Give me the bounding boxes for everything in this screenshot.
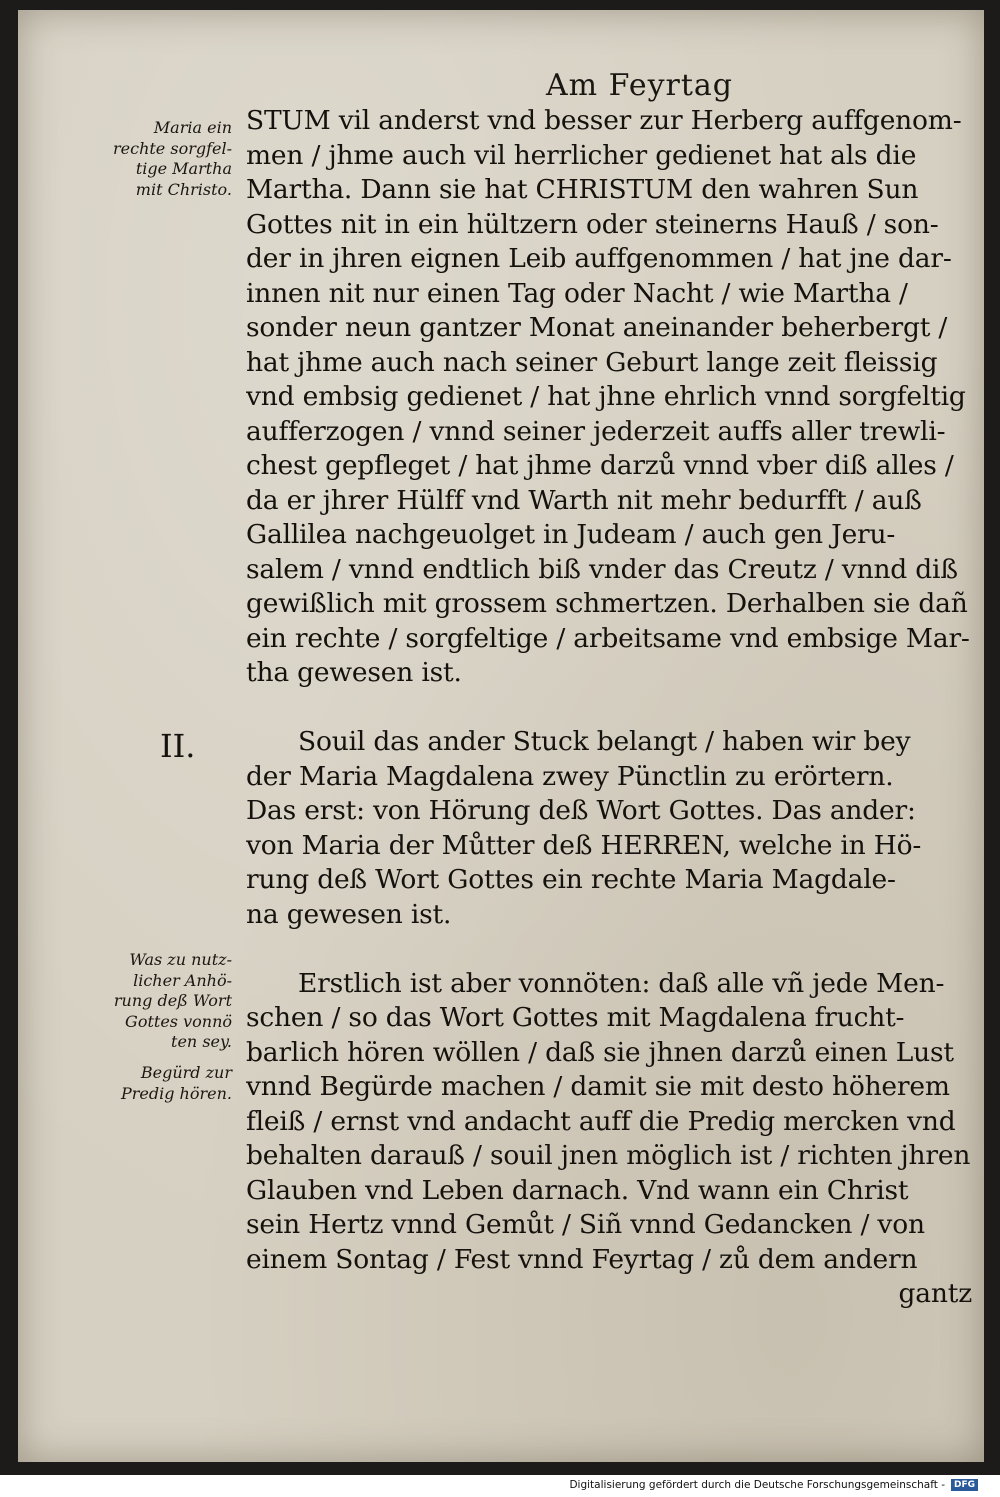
text-line: Souil das ander Stuck belangt / haben wir bey (298, 726, 911, 757)
margin-note-line: Was zu nutz- (129, 950, 232, 969)
margin-note-line: rung deß Wort (113, 991, 232, 1010)
text-line (246, 932, 972, 967)
margin-note-line: licher Anhö- (133, 970, 232, 990)
text-line: innen nit nur einen Tag oder Nacht / wie Martha / (246, 277, 908, 309)
text-line: Erstlich ist aber vonnöten: daß alle vñ jede Men- (298, 967, 945, 999)
footer-credit (569, 1479, 978, 1491)
text-line: Gottes nit in ein hültzern oder steinerns Hauß / son- (246, 208, 939, 240)
text-line: Das erst: von Hörung deß Wort Gottes. Das ander: (246, 795, 916, 826)
text-line: men / jhme auch vil herrlicher gedienet hat als die (246, 139, 917, 171)
margin-note-line: Gottes vonnö (125, 1011, 232, 1031)
text-line: rung deß Wort Gottes ein rechte Maria Magdale- (246, 864, 896, 895)
text-line: vnnd Begürde machen / damit sie mit desto höherem (246, 1071, 950, 1102)
margin-note-3 (82, 1063, 232, 1104)
text-line: barlich hören wöllen / daß sie jhnen darzů einen Lust (246, 1036, 954, 1068)
text-line: von Maria der Můtter deß HERREN, welche in Hö- (246, 829, 922, 861)
margin-note-2 (82, 950, 232, 1053)
margin-note-line: mit Christo. (135, 179, 232, 199)
text-line: salem / vnnd endtlich biß vnder das Creutz / vnnd diß (246, 553, 958, 585)
margin-note-line: rechte sorgfel- (112, 138, 232, 158)
text-line: ein rechte / sorgfeltige / arbeitsame vnd embsige Mar- (246, 622, 970, 654)
text-line: gewißlich mit grossem schmertzen. Derhalben sie dañ (246, 588, 968, 619)
text-line: der in jhren eignen Leib auffgenommen / hat jne dar- (246, 243, 952, 274)
text-line: einem Sontag / Fest vnnd Feyrtag / zů dem andern (246, 1243, 918, 1275)
text-line: da er jhrer Hülff vnd Warth nit mehr bedurfft / auß (246, 484, 922, 516)
text-line: tha gewesen ist. (246, 657, 462, 688)
text-line: aufferzogen / vnnd seiner jederzeit auffs aller trewli- (246, 415, 946, 447)
text-line: Martha. Dann sie hat CHRISTUM den wahren Sun (246, 174, 919, 205)
text-line (246, 691, 972, 726)
text-line: hat jhme auch nach seiner Geburt lange zeit fleissig (246, 346, 938, 378)
running-head: Am Feyrtag (546, 68, 734, 103)
margin-note-line: ten sey. (171, 1032, 232, 1051)
margin-note-line: Maria ein (153, 118, 232, 137)
text-line: na gewesen ist. (246, 898, 452, 930)
section-number: II. (160, 727, 196, 765)
text-line: Glauben vnd Leben darnach. Vnd wann ein Christ (246, 1174, 909, 1206)
body-text (246, 104, 972, 1312)
footer-text: Digitalisierung gefördert durch die Deutsche Forschungsgemeinschaft - (569, 1479, 945, 1491)
text-line: chest gepfleget / hat jhme darzů vnnd vber diß alles / (246, 450, 954, 481)
text-line: behalten darauß / souil jnen möglich ist / richten jhren (246, 1140, 971, 1171)
text-line: sonder neun gantzer Monat aneinander beherbergt / (246, 312, 948, 343)
text-line: vnd embsig gedienet / hat jhne ehrlich vnnd sorgfeltig (246, 381, 966, 412)
dfg-logo-icon: DFG (951, 1479, 978, 1491)
margin-note-line: Begürd zur (140, 1063, 232, 1082)
text-line: STUM vil anderst vnd besser zur Herberg auffgenom- (246, 105, 962, 136)
text-line: Gallilea nachgeuolget in Judeam / auch gen Jeru- (246, 519, 896, 550)
text-line: sein Hertz vnnd Gemůt / Siñ vnnd Gedancken / von (246, 1209, 925, 1240)
margin-note-line: tige Martha (135, 159, 232, 178)
text-line: schen / so das Wort Gottes mit Magdalena frucht- (246, 1002, 905, 1033)
text-line: gantz (898, 1278, 972, 1309)
text-line: fleiß / ernst vnd andacht auff die Predig mercken vnd (246, 1105, 956, 1137)
text-line: der Maria Magdalena zwey Pünctlin zu erörtern. (246, 760, 894, 792)
margin-note-line: Predig hören. (120, 1083, 232, 1103)
margin-note-1 (82, 118, 232, 200)
